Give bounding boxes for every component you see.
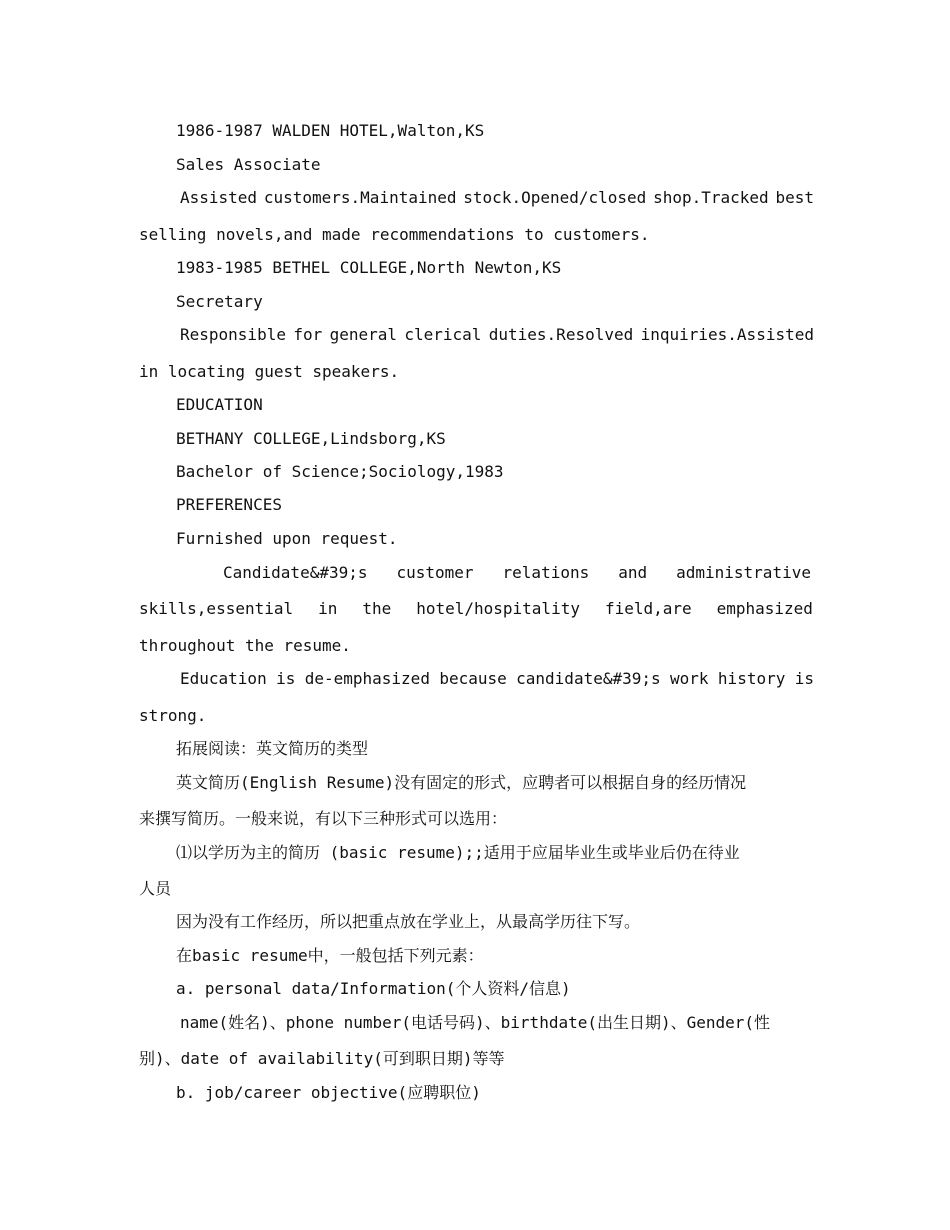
word: because <box>439 669 507 688</box>
extended-reading-title: 拓展阅读：英文简历的类型 <box>176 739 369 758</box>
word: skills,essential <box>139 599 294 618</box>
word: Candidate&#39;s <box>223 563 368 582</box>
word: is <box>794 669 814 688</box>
note-line <box>223 563 811 583</box>
word: hotel/hospitality <box>416 599 580 618</box>
word: clerical <box>404 325 482 344</box>
job-title: Secretary <box>176 292 263 311</box>
list-item: b. job/career objective(应聘职位) <box>176 1083 481 1102</box>
word: the <box>362 599 392 618</box>
word: for <box>293 325 323 344</box>
word: shop.Tracked <box>653 188 769 207</box>
word: stock.Opened/closed <box>463 188 647 207</box>
section-heading-education: EDUCATION <box>176 395 263 414</box>
word: duties.Resolved <box>488 325 634 344</box>
degree: Bachelor of Science;Sociology,1983 <box>176 462 504 481</box>
job-description-line <box>180 188 814 208</box>
paragraph-line: 来撰写简历。一般来说，有以下三种形式可以选用： <box>139 809 508 828</box>
word: de-emphasized <box>304 669 430 688</box>
note-line: strong. <box>139 706 207 725</box>
paragraph-line: ⑴以学历为主的简历 (basic resume);;适用于应届毕业生或毕业后仍在待业 <box>176 843 740 862</box>
section-heading-preferences: PREFERENCES <box>176 495 282 514</box>
note-line: throughout the resume. <box>139 636 351 655</box>
list-item: a. personal data/Information(个人资料/信息) <box>176 979 571 998</box>
word: customers.Maintained <box>263 188 457 207</box>
paragraph-line: 别)、date of availability(可到职日期)等等 <box>139 1049 505 1068</box>
job-entry-heading: 1986-1987 WALDEN HOTEL,Walton,KS <box>176 121 485 140</box>
job-description-line: selling novels,and made recommendations to customers. <box>139 225 650 244</box>
paragraph-line: name(姓名)、phone number(电话号码)、birthdate(出生日期)、Gender(性 <box>180 1013 771 1032</box>
job-description-line: in locating guest speakers. <box>139 362 400 381</box>
word: Assisted <box>180 188 258 207</box>
word: customer <box>396 563 474 582</box>
word: best <box>775 188 814 207</box>
note-line <box>139 599 813 619</box>
word: and <box>618 563 648 582</box>
word: candidate&#39;s <box>516 669 661 688</box>
job-title: Sales Associate <box>176 155 321 174</box>
word: is <box>276 669 296 688</box>
note-line <box>180 669 814 689</box>
paragraph-line: 因为没有工作经历，所以把重点放在学业上，从最高学历往下写。 <box>176 912 641 931</box>
word: emphasized <box>716 599 813 618</box>
preferences-text: Furnished upon request. <box>176 529 398 548</box>
paragraph-line: 在basic resume中，一般包括下列元素： <box>176 946 484 965</box>
word: inquiries.Assisted <box>640 325 814 344</box>
word: Education <box>180 669 267 688</box>
word: in <box>318 599 338 618</box>
word: work <box>670 669 709 688</box>
word: administrative <box>676 563 811 582</box>
word: Responsible <box>180 325 286 344</box>
school-name: BETHANY COLLEGE,Lindsborg,KS <box>176 429 446 448</box>
paragraph-line: 英文简历(English Resume)没有固定的形式，应聘者可以根据自身的经历情况 <box>176 773 747 792</box>
paragraph-line: 人员 <box>139 879 172 898</box>
job-description-line <box>180 325 814 345</box>
word: relations <box>502 563 590 582</box>
job-entry-heading: 1983-1985 BETHEL COLLEGE,North Newton,KS <box>176 258 562 277</box>
word: general <box>329 325 397 344</box>
word: field,are <box>604 599 692 618</box>
word: history <box>717 669 786 688</box>
